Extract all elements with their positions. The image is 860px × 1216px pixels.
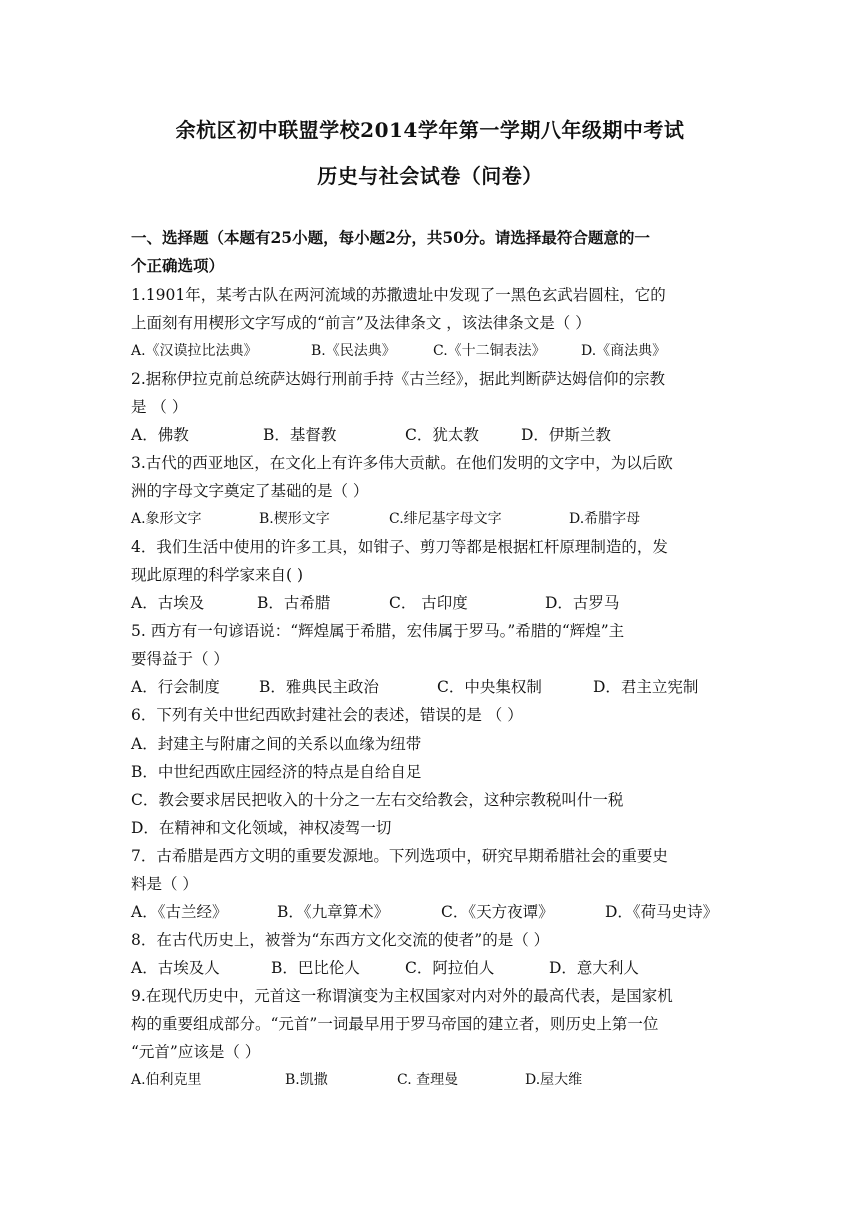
question-3-text-cont: 洲的字母文字奠定了基础的是（ ） <box>131 482 369 500</box>
option-b: B．古希腊 <box>257 594 331 612</box>
question-4-text: 4．我们生活中使用的许多工具，如钳子、剪刀等都是根据杠杆原理制造的，发 <box>131 538 668 556</box>
exam-title: 余杭区初中联盟学校2014学年第一学期八年级期中考试 <box>175 118 685 142</box>
option-b: B．雅典民主政治 <box>259 678 379 696</box>
option-b: B．基督教 <box>263 426 337 444</box>
question-8-text: 8．在古代历史上，被誉为“东西方文化交流的使者”的是（ ） <box>131 931 550 949</box>
option-d: D．《荷马史诗》 <box>605 903 719 921</box>
question-1-options <box>131 341 741 361</box>
option-b: B.凯撒 <box>285 1072 328 1088</box>
option-a: A．佛教 <box>131 426 189 444</box>
option-d: D.希腊字母 <box>569 511 641 527</box>
question-6-option-c: C．教会要求居民把收入的十分之一左右交给教会，这种宗教税叫什一税 <box>131 791 624 809</box>
question-5-options <box>131 677 741 697</box>
question-9-text: 9.在现代历史中，元首这一称谓演变为主权国家对内对外的最高代表，是国家机 <box>131 987 673 1005</box>
question-9-options <box>131 1070 741 1090</box>
option-a: A．古埃及人 <box>131 959 220 977</box>
option-b: B.楔形文字 <box>259 511 330 527</box>
question-7-options <box>131 902 741 922</box>
option-a: A.象形文字 <box>131 511 202 527</box>
question-2-text: 2.据称伊拉克前总统萨达姆行刑前手持《古兰经》，据此判断萨达姆信仰的宗教 <box>131 370 666 388</box>
option-a: A.《汉谟拉比法典》 <box>131 343 258 359</box>
option-c: C．阿拉伯人 <box>405 959 495 977</box>
option-c: C.《十二铜表法》 <box>433 343 546 359</box>
option-c: C． 古印度 <box>389 594 468 612</box>
section-heading: 一、选择题（本题有25小题，每小题2分，共50分。请选择最符合题意的一 <box>131 228 650 247</box>
option-b: B．巴比伦人 <box>271 959 360 977</box>
question-7-text: 7．古希腊是西方文明的重要发源地。下列选项中，研究早期希腊社会的重要史 <box>131 847 668 865</box>
question-7-text-cont: 料是（ ） <box>131 875 198 893</box>
option-d: D．古罗马 <box>545 594 620 612</box>
section-heading-cont: 个正确选项） <box>131 256 225 275</box>
question-2-options <box>131 425 741 445</box>
question-4-text-cont: 现此原理的科学家来自( ) <box>131 566 304 584</box>
question-3-text: 3.古代的西亚地区，在文化上有许多伟大贡献。在他们发明的文字中，为以后欧 <box>131 454 673 472</box>
option-d: D．伊斯兰教 <box>521 426 611 444</box>
question-2-text-cont: 是 （ ） <box>131 398 188 416</box>
question-4-options <box>131 593 741 613</box>
question-6-option-d: D．在精神和文化领域，神权凌驾一切 <box>131 819 392 837</box>
option-d: D.屋大维 <box>525 1072 583 1088</box>
option-d: D．君主立宪制 <box>593 678 699 696</box>
question-8-options <box>131 958 741 978</box>
option-c: C. 查理曼 <box>397 1072 459 1088</box>
exam-subtitle: 历史与社会试卷（问卷） <box>317 164 543 188</box>
option-a: A.伯利克里 <box>131 1072 202 1088</box>
question-9-text-cont: 构的重要组成部分。“元首”一词最早用于罗马帝国的建立者，则历史上第一位 <box>131 1015 659 1033</box>
question-5-text: 5. 西方有一句谚语说：“辉煌属于希腊，宏伟属于罗马。”希腊的“辉煌”主 <box>131 622 625 640</box>
option-a: A．《古兰经》 <box>131 903 228 921</box>
option-c: C．犹太教 <box>405 426 479 444</box>
option-d: D．意大利人 <box>549 959 639 977</box>
question-9-text-cont2: “元首”应该是（ ） <box>131 1043 261 1061</box>
question-6-option-b: B．中世纪西欧庄园经济的特点是自给自足 <box>131 763 422 781</box>
option-a: A．古埃及 <box>131 594 205 612</box>
option-c: C．《天方夜谭》 <box>441 903 554 921</box>
option-a: A．行会制度 <box>131 678 220 696</box>
question-5-text-cont: 要得益于（ ） <box>131 650 229 668</box>
question-1-text-cont: 上面刻有用楔形文字写成的“前言”及法律条文 ，该法律条文是（ ） <box>131 314 591 332</box>
question-6-text: 6．下列有关中世纪西欧封建社会的表述，错误的是 （ ） <box>131 706 523 724</box>
option-c: C.绯尼基字母文字 <box>389 511 502 527</box>
question-1-text: 1.1901年，某考古队在两河流域的苏撒遗址中发现了一黑色玄武岩圆柱，它的 <box>131 286 666 304</box>
question-3-options <box>131 509 741 529</box>
question-6-option-a: A．封建主与附庸之间的关系以血缘为纽带 <box>131 735 422 753</box>
option-b: B.《民法典》 <box>311 343 396 359</box>
option-d: D.《商法典》 <box>581 343 667 359</box>
option-b: B．《九章算术》 <box>277 903 390 921</box>
option-c: C．中央集权制 <box>437 678 542 696</box>
